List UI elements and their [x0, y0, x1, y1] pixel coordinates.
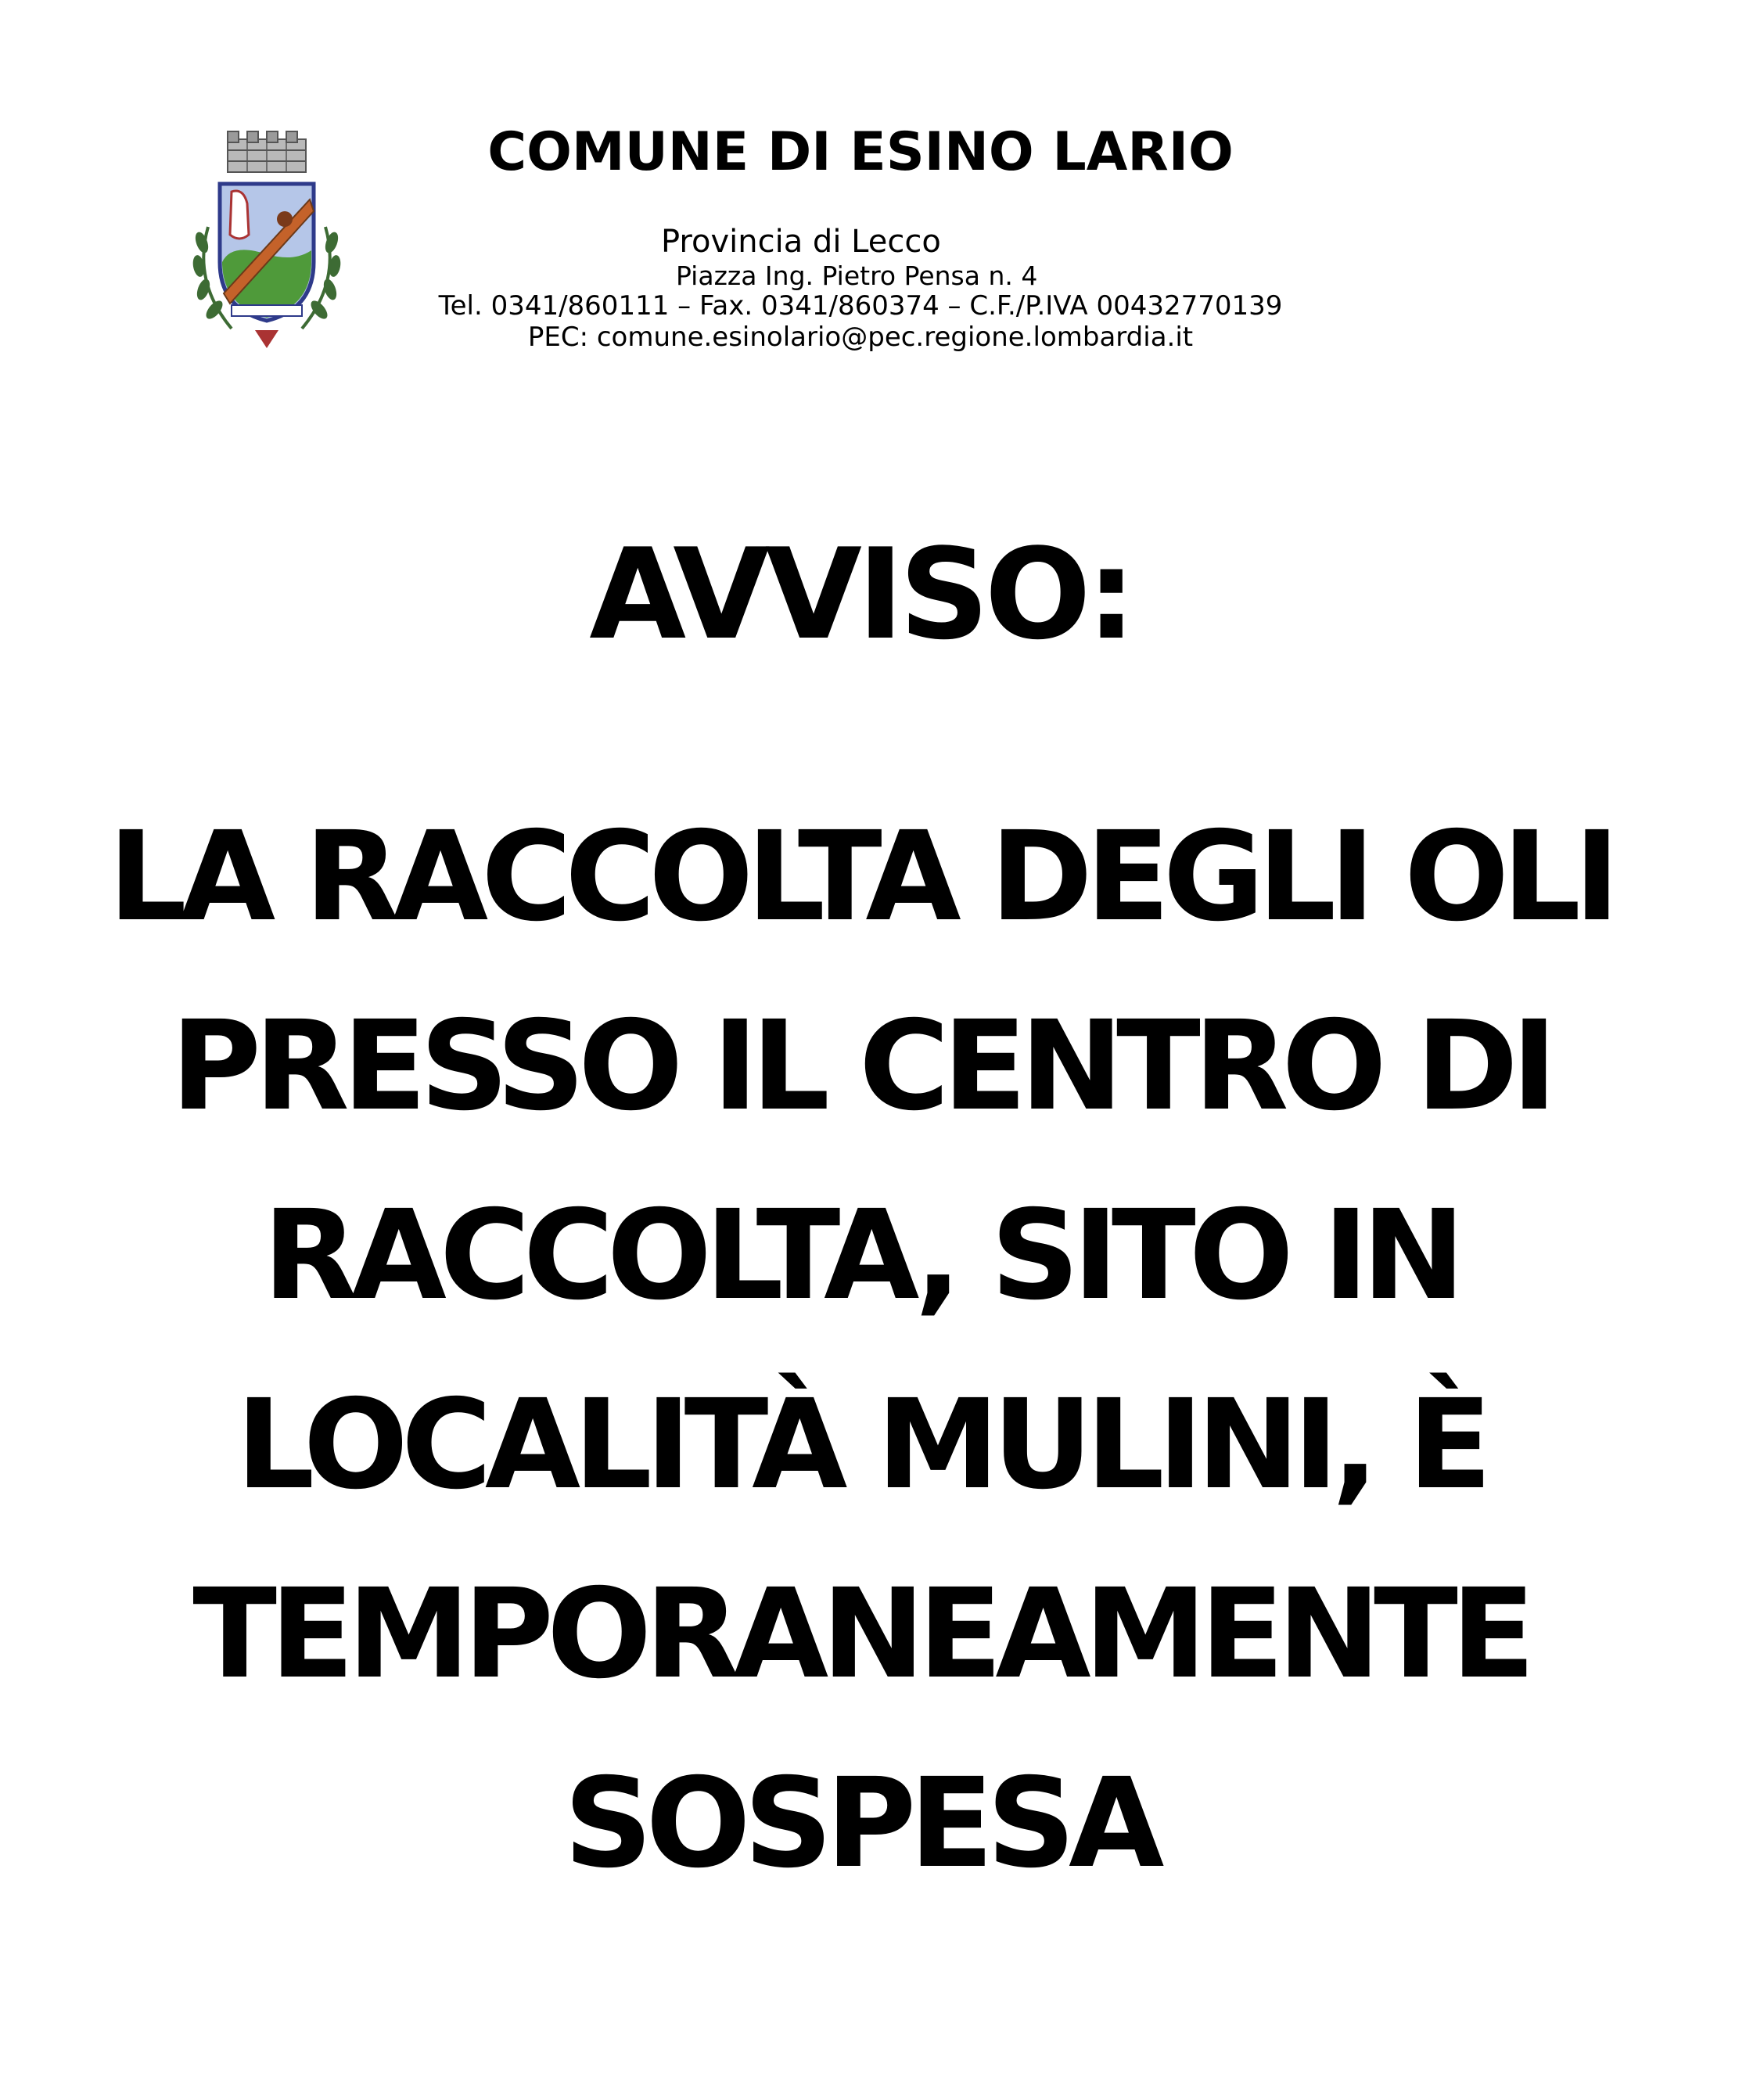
notice-body: [0, 782, 1721, 1918]
province-line: Provincia di Lecco: [661, 224, 941, 260]
notice-line: LOCALITÀ MULINI, È: [235, 1373, 1486, 1517]
address-line: Piazza Ing. Pietro Pensa n. 4: [676, 261, 1038, 291]
pec-email-line: PEC: comune.esinolario@pec.regione.lombardia.it: [527, 322, 1194, 353]
notice-heading: AVVISO:: [589, 521, 1132, 667]
notice-line: LA RACCOLTA DEGLI OLI: [108, 805, 1613, 949]
contacts-line: Tel. 0341/860111 – Fax. 0341/860374 – C.F./P.IVA 00432770139: [438, 290, 1283, 322]
notice-line: TEMPORANEAMENTE: [192, 1562, 1529, 1706]
notice-line: PRESSO IL CENTRO DI: [171, 994, 1550, 1138]
notice-line: SOSPESA: [563, 1752, 1158, 1896]
notice-line: RACCOLTA, SITO IN: [262, 1184, 1459, 1328]
municipality-title: COMUNE DI ESINO LARIO: [487, 121, 1234, 183]
